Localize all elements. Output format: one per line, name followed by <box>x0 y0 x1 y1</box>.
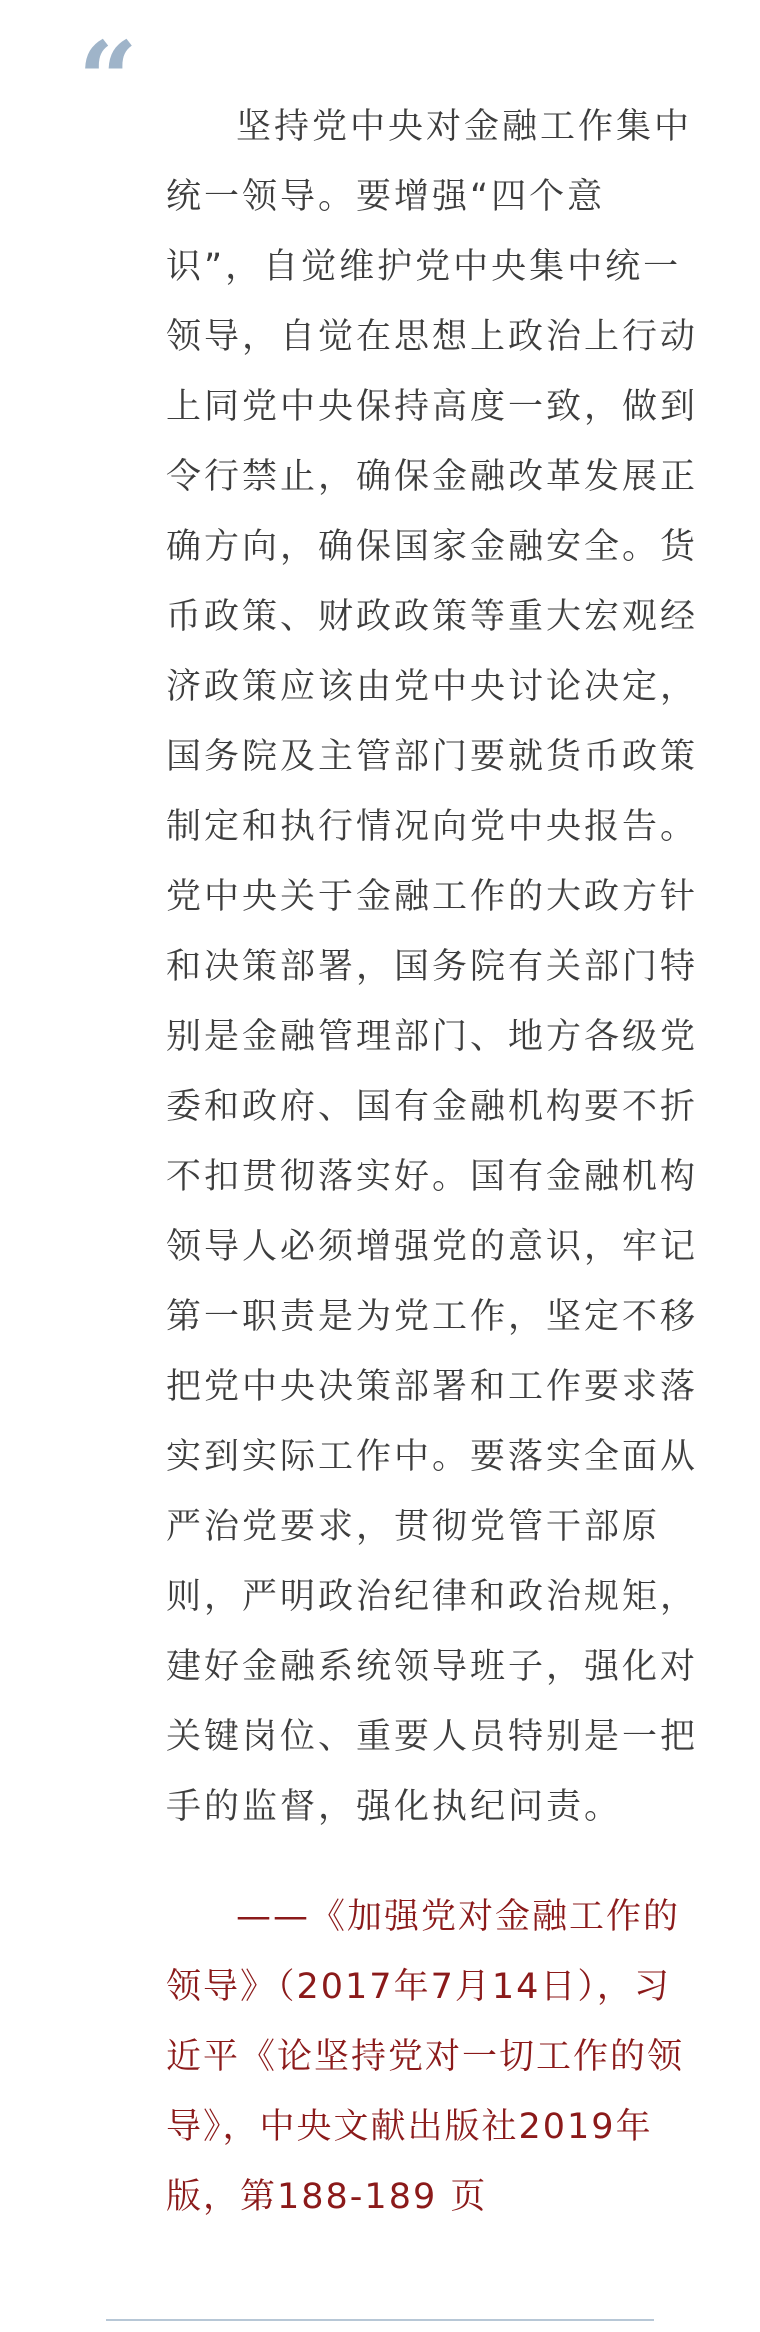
quote-line: 国务院及主管部门要就货币政策 <box>166 737 699 777</box>
quote-line: 严治党要求，贯彻党管干部原 <box>166 1507 661 1547</box>
quote-line: 领导，自觉在思想上政治上行动 <box>166 317 699 357</box>
quote-body <box>166 92 712 1842</box>
quote-line: 第一职责是为党工作，坚定不移 <box>166 1297 699 1337</box>
quote-line: 建好金融系统领导班子，强化对 <box>166 1647 699 1687</box>
quote-line: 确方向，确保国家金融安全。货 <box>166 527 699 567</box>
quote-line: 识”，自觉维护党中央集中统一 <box>166 247 682 287</box>
quote-line: 把党中央决策部署和工作要求落 <box>166 1367 699 1407</box>
quote-line: 党中央关于金融工作的大政方针 <box>166 877 699 917</box>
quote-line: 上同党中央保持高度一致，做到 <box>166 387 699 427</box>
quote-line: 别是金融管理部门、地方各级党 <box>166 1017 699 1057</box>
citation-line: 近平《论坚持党对一切工作的领 <box>166 2037 685 2077</box>
quote-line: 实到实际工作中。要落实全面从 <box>166 1437 699 1477</box>
quote-line: 币政策、财政政策等重大宏观经 <box>166 597 699 637</box>
source-citation <box>166 1882 712 2232</box>
quote-line: 统一领导。要增强“四个意 <box>166 177 606 217</box>
quote-line: 坚持党中央对金融工作集中 <box>236 107 693 147</box>
bottom-divider <box>106 2319 654 2321</box>
quote-line: 委和政府、国有金融机构要不折 <box>166 1087 699 1127</box>
citation-line: ——《加强党对金融工作的 <box>236 1897 681 1937</box>
quote-line: 则，严明政治纪律和政治规矩， <box>166 1577 699 1617</box>
quote-line: 不扣贯彻落实好。国有金融机构 <box>166 1157 699 1197</box>
quote-mark-icon: “ <box>78 18 138 141</box>
quote-line: 关键岗位、重要人员特别是一把 <box>166 1717 699 1757</box>
quote-line: 济政策应该由党中央讨论决定， <box>166 667 699 707</box>
quote-line: 和决策部署，国务院有关部门特 <box>166 947 699 987</box>
citation-line: 导》，中央文献出版社2019年 <box>166 2107 653 2147</box>
quote-line: 令行禁止，确保金融改革发展正 <box>166 457 699 497</box>
citation-line: 版，第188-189 页 <box>166 2177 488 2217</box>
citation-line: 领导》（2017年7月14日），习 <box>166 1967 671 2007</box>
quote-line: 手的监督，强化执纪问责。 <box>166 1787 623 1827</box>
quote-line: 领导人必须增强党的意识，牢记 <box>166 1227 699 1267</box>
quote-line: 制定和执行情况向党中央报告。 <box>166 807 699 847</box>
